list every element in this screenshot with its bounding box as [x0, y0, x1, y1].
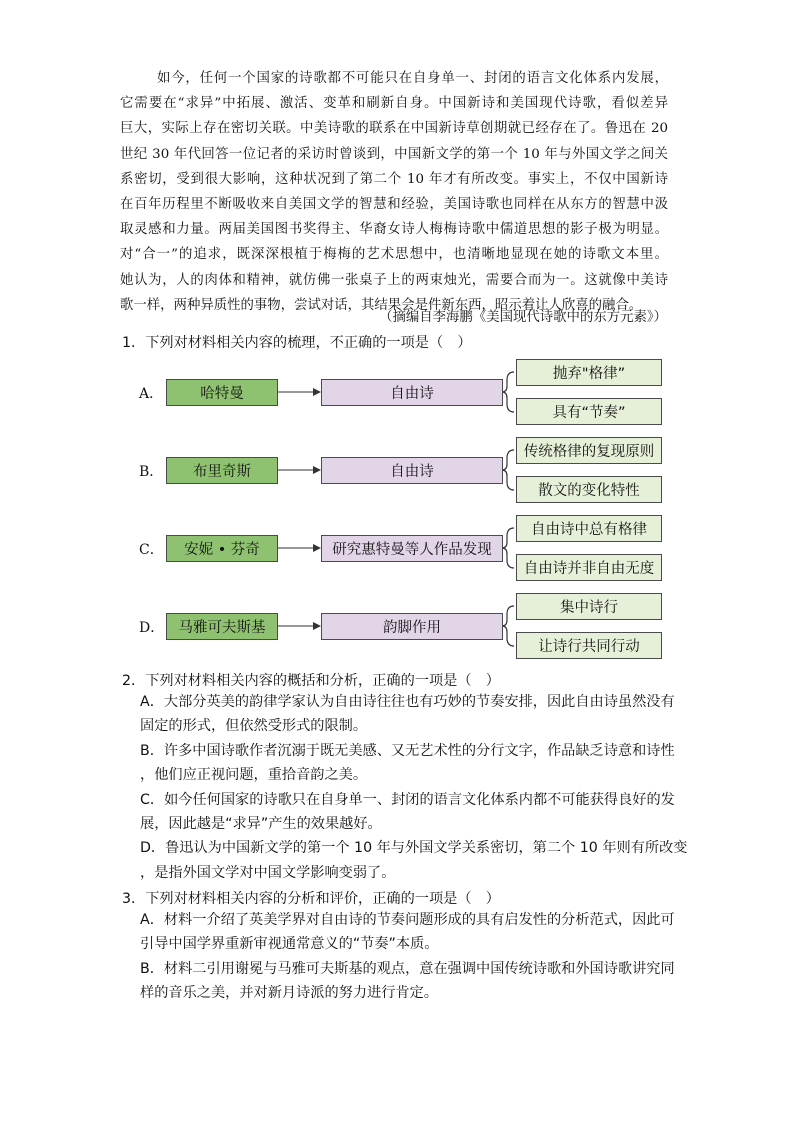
- question-1-stem: 1．下列对材料相关内容的梳理，不正确的一项是（ ）: [122, 335, 472, 351]
- passage-line: 在百年历程里不断吸收来自美国文学的智慧和经验，美国诗歌也同样在从东方的智慧中汲: [120, 196, 668, 212]
- brace-c: [502, 528, 514, 568]
- option-a-name-box: 哈特曼: [166, 379, 278, 406]
- passage: [120, 66, 668, 318]
- passage-line: 取灵感和力量。两届美国图书奖得主、华裔女诗人梅梅诗歌中儒道思想的影子极为明显。: [120, 222, 668, 238]
- option-c-result-1: 自由诗中总有格律: [516, 515, 662, 542]
- question-2-stem: 2．下列对材料相关内容的概括和分析，正确的一项是（ ）: [122, 673, 500, 689]
- option-a-result-2: 具有“节奏”: [516, 398, 662, 425]
- passage-line: 它需要在“求异”中拓展、激活、变革和刷新自身。中国新诗和美国现代诗歌，看似差异: [120, 96, 668, 112]
- q2-option-c-line: C．如今任何国家的诗歌只在自身单一、封闭的语言文化体系内都不可能获得良好的发: [140, 791, 675, 808]
- q2-option-d-line: D．鲁迅认为中国新文学的第一个 10 年与外国文学关系密切，第二个 10 年则有所改变: [140, 840, 688, 857]
- brace-a: [502, 372, 514, 412]
- option-d-result-1: 集中诗行: [516, 593, 662, 620]
- q2-option-b-line: B．许多中国诗歌作者沉溺于既无美感、又无艺术性的分行文字，作品缺乏诗意和诗性: [140, 742, 675, 759]
- q2-option-b-line: ，他们应正视问题，重拾音韵之美。: [140, 767, 368, 784]
- passage-line: 系密切，受到很大影响，这种状况到了第二个 10 年才有所改变。事实上，不仅中国新诗: [120, 171, 668, 187]
- option-b-label: B．: [139, 464, 164, 480]
- option-b-mid-box: 自由诗: [321, 457, 503, 484]
- option-b-name-box: 布里奇斯: [166, 457, 278, 484]
- q2-option-c-line: 展，因此越是“求异”产生的效果越好。: [140, 815, 382, 832]
- q2-option-a-line: A．大部分英美的韵律学家认为自由诗往往也有巧妙的节奏安排，因此自由诗虽然没有: [140, 694, 675, 710]
- option-d-label: D．: [139, 620, 165, 636]
- passage-line: 歌一样，两种异质性的事物，尝试对话，其结果会是件新东西，昭示着让人欣喜的融合。: [120, 297, 643, 313]
- question-3-options: [140, 908, 675, 1006]
- option-a-label: A．: [139, 386, 164, 402]
- passage-source: （摘编自李海鹏《美国现代诗歌中的东方元素》）: [379, 310, 667, 325]
- option-d-result-2: 让诗行共同行动: [516, 632, 662, 659]
- q3-option-a-line: 引导中国学界重新审视通常意义的“节奏”本质。: [140, 936, 439, 953]
- q3-option-b-line: B．材料二引用谢冕与马雅可夫斯基的观点，意在强调中国传统诗歌和外国诗歌讲究同: [140, 960, 675, 977]
- question-2-options: [140, 690, 688, 885]
- passage-line: 巨大，实际上存在密切关联。中美诗歌的联系在中国新诗草创期就已经存在了。鲁迅在 20: [120, 121, 668, 137]
- passage-line: 她认为，人的肉体和精神，就仿佛一张桌子上的两束烛光，需要合而为一。这就像中美诗: [120, 272, 668, 288]
- option-a-result-1: 抛弃"格律”: [516, 359, 662, 386]
- brace-b: [502, 450, 514, 490]
- option-c-name-box: 安妮 • 芬奇: [166, 535, 278, 562]
- option-d-name-box: 马雅可夫斯基: [166, 613, 278, 640]
- option-d-mid-box: 韵脚作用: [321, 613, 503, 640]
- passage-line: 世纪 30 年代回答一位记者的采访时曾谈到，中国新文学的第一个 10 年与外国文学之间关: [120, 146, 668, 162]
- option-a-mid-box: 自由诗: [321, 379, 503, 406]
- option-c-result-2: 自由诗并非自由无度: [516, 554, 662, 581]
- option-c-label: C．: [139, 542, 164, 558]
- passage-line: 对“合一”的追求，既深深根植于梅梅的艺术思想中，也清晰地显现在她的诗歌文本里。: [120, 247, 668, 263]
- brace-d: [502, 606, 514, 646]
- q2-option-a-line: 固定的形式，但依然受形式的限制。: [140, 718, 368, 735]
- q3-option-a-line: A．材料一介绍了英美学界对自由诗的节奏问题形成的具有启发性的分析范式，因此可: [140, 912, 675, 928]
- passage-line: 如今，任何一个国家的诗歌都不可能只在自身单一、封闭的语言文化体系内发展，: [157, 71, 668, 86]
- option-b-result-1: 传统格律的复现原则: [516, 437, 662, 464]
- option-c-mid-box: 研究惠特曼等人作品发现: [321, 535, 503, 562]
- question-3-stem: 3．下列对材料相关内容的分析和评价，正确的一项是（ ）: [122, 891, 500, 907]
- q2-option-d-line: ，是指外国文学对中国文学影响变弱了。: [140, 864, 396, 881]
- option-b-result-2: 散文的变化特性: [516, 476, 662, 503]
- q3-option-b-line: 样的音乐之美，并对新月诗派的努力进行肯定。: [140, 985, 438, 1002]
